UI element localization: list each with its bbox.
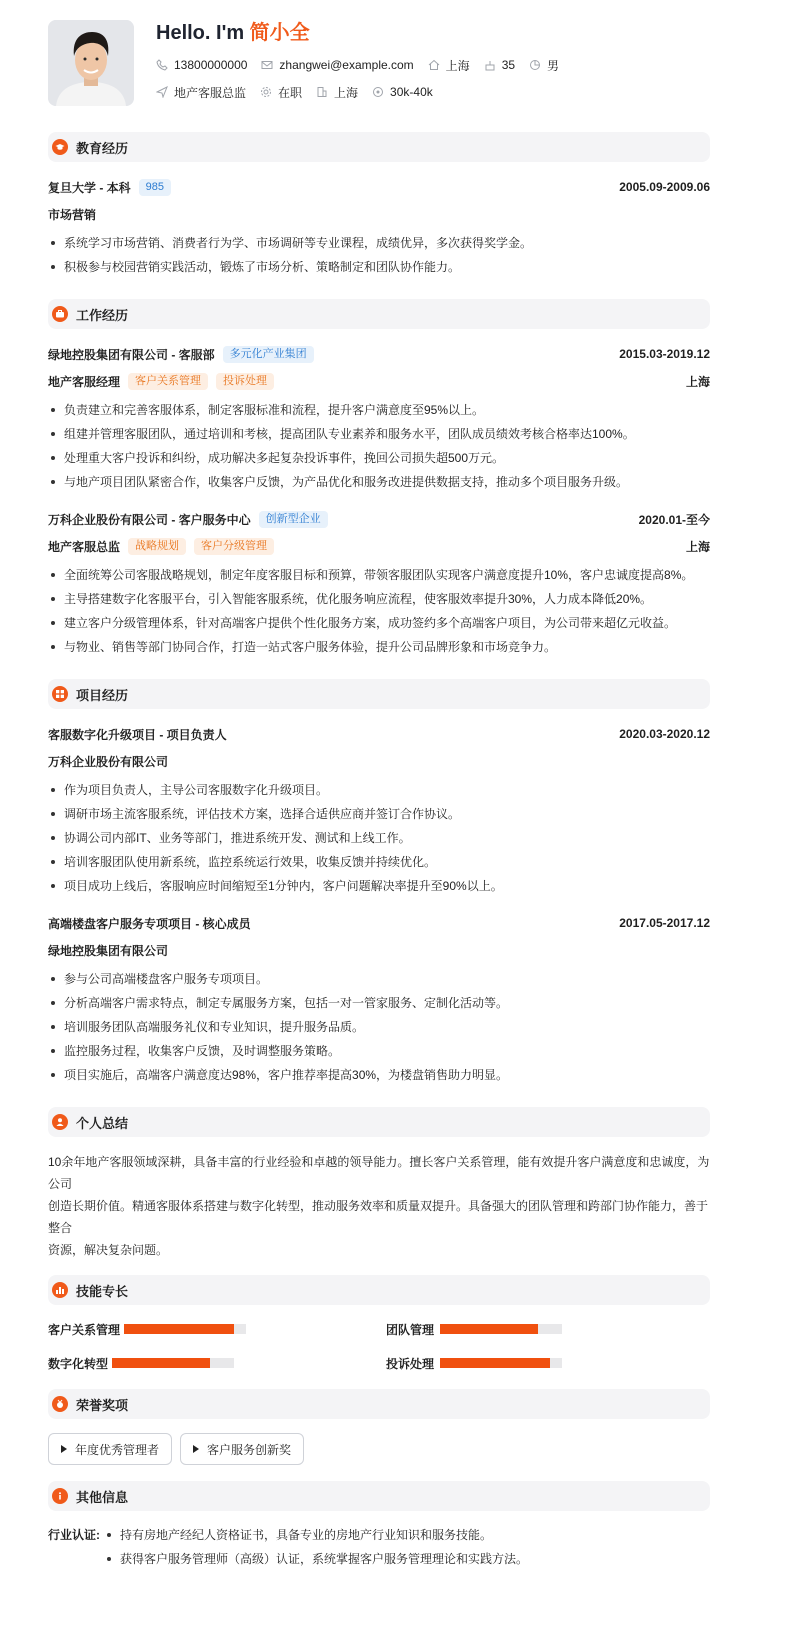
section-skills xyxy=(48,1275,710,1305)
email-value: zhangwei@example.com xyxy=(279,58,414,72)
skill-tag: 战略规划 xyxy=(128,538,186,555)
skill-bar xyxy=(440,1324,562,1334)
summary-text xyxy=(48,1151,710,1261)
greeting-text: Hello. I'm xyxy=(156,22,250,44)
phone-icon xyxy=(156,59,168,71)
resume-header xyxy=(48,20,710,112)
education-period: 2005.09-2009.06 xyxy=(619,180,710,194)
age-value: 35 xyxy=(501,58,516,72)
phone-value: 13800000000 xyxy=(174,58,248,72)
project-period: 2017.05-2017.12 xyxy=(619,916,710,930)
list-item: 协调公司内部IT、业务等部门，推进系统开发、测试和上线工作。 xyxy=(48,826,710,850)
list-item: 组建并管理客服团队，通过培训和考核，提高团队专业素养和服务水平，团队成员绩效考核合格率达100%。 xyxy=(48,422,710,446)
school-name: 复旦大学 - 本科 xyxy=(48,180,131,195)
award-label: 客户服务创新奖 xyxy=(207,1442,292,1457)
cake-icon xyxy=(484,59,496,71)
section-other xyxy=(48,1481,710,1511)
skill-item xyxy=(48,1319,386,1339)
section-title: 项目经历 xyxy=(76,687,129,703)
salary-icon xyxy=(372,86,384,98)
skill-bar xyxy=(112,1358,234,1368)
skill-tag: 客户分级管理 xyxy=(194,538,274,555)
avatar xyxy=(48,20,134,106)
awards-list xyxy=(48,1433,710,1465)
list-item: 积极参与校园营销实践活动，锻炼了市场分析、策略制定和团队协作能力。 xyxy=(48,255,710,279)
list-item: 项目成功上线后，客服响应时间缩短至1分钟内，客户问题解决率提升至90%以上。 xyxy=(48,874,710,898)
info-icon xyxy=(52,1488,68,1504)
person-photo-icon xyxy=(48,20,134,106)
gear-icon xyxy=(260,86,272,98)
gender-icon xyxy=(529,59,541,71)
work-entry xyxy=(48,510,710,659)
list-item: 培训客服团队使用新系统，监控系统运行效果，收集反馈并持续优化。 xyxy=(48,850,710,874)
grid-icon xyxy=(52,686,68,702)
work-period: 2020.01-至今 xyxy=(638,512,710,527)
list-item: 主导搭建数字化客服平台，引入智能客服系统，优化服务响应流程，使客服效率提升30%，人力成本降低20%。 xyxy=(48,587,710,611)
section-education xyxy=(48,132,710,162)
skill-item xyxy=(48,1353,386,1373)
list-item: 与地产项目团队紧密合作，收集客户反馈，为产品优化和服务改进提供数据支持，推动多个项目服务升级。 xyxy=(48,470,710,494)
city-value: 上海 xyxy=(445,58,470,73)
skill-tag: 投诉处理 xyxy=(216,373,274,390)
greeting-title xyxy=(156,20,710,46)
list-item: 参与公司高端楼盘客户服务专项项目。 xyxy=(48,967,710,991)
other-info xyxy=(48,1523,710,1571)
summary-line: 创造长期价值。精通客服体系搭建与数字化转型，推动服务效率和质量双提升。具备强大的团队管理和跨部门协作能力，善于整合 xyxy=(48,1199,709,1235)
work-location: 上海 xyxy=(685,539,710,554)
section-title: 技能专长 xyxy=(76,1283,129,1299)
skill-bar-fill xyxy=(124,1324,234,1334)
play-icon xyxy=(193,1445,199,1453)
gender-value: 男 xyxy=(547,58,560,73)
list-item: 作为项目负责人，主导公司客服数字化升级项目。 xyxy=(48,778,710,802)
list-item: 获得客户服务管理师（高级）认证，系统掌握客户服务管理理论和实践方法。 xyxy=(104,1547,528,1571)
company-name: 绿地控股集团有限公司 - 客服部 xyxy=(48,347,215,362)
section-title: 工作经历 xyxy=(76,307,129,323)
list-item: 培训服务团队高端服务礼仪和专业知识，提升服务品质。 xyxy=(48,1015,710,1039)
skill-bar xyxy=(440,1358,562,1368)
project-entry xyxy=(48,725,710,898)
briefcase-icon xyxy=(52,306,68,322)
school-tag: 985 xyxy=(139,179,171,196)
skill-item xyxy=(386,1353,710,1373)
position: 地产客服总监 xyxy=(48,539,121,554)
skill-name: 数字化转型 xyxy=(48,1356,109,1371)
work-location: 上海 xyxy=(685,374,710,389)
project-org: 万科企业股份有限公司 xyxy=(48,754,169,769)
target-city-value: 上海 xyxy=(334,85,359,100)
skill-bar-fill xyxy=(112,1358,210,1368)
skills-grid xyxy=(48,1319,710,1373)
project-name: 高端楼盘客户服务专项项目 - 核心成员 xyxy=(48,916,251,931)
project-name: 客服数字化升级项目 - 项目负责人 xyxy=(48,727,227,742)
company-tag: 创新型企业 xyxy=(259,511,328,528)
list-item: 调研市场主流客服系统，评估技术方案，选择合适供应商并签订合作协议。 xyxy=(48,802,710,826)
skill-bar-fill xyxy=(440,1358,550,1368)
list-item: 监控服务过程，收集客户反馈，及时调整服务策略。 xyxy=(48,1039,710,1063)
company-tag: 多元化产业集团 xyxy=(223,346,314,363)
skill-name: 投诉处理 xyxy=(386,1356,435,1371)
list-item: 全面统筹公司客服战略规划，制定年度客服目标和预算，带领客服团队实现客户满意度提升10%，客户忠诚度提高8%。 xyxy=(48,563,710,587)
skill-item xyxy=(386,1319,710,1339)
skill-tag: 客户关系管理 xyxy=(128,373,208,390)
section-title: 教育经历 xyxy=(76,140,129,156)
send-icon xyxy=(156,86,168,98)
list-item: 项目实施后，高端客户满意度达98%，客户推荐率提高30%，为楼盘销售助力明显。 xyxy=(48,1063,710,1087)
building-icon xyxy=(316,86,328,98)
award-item xyxy=(180,1433,304,1465)
project-org: 绿地控股集团有限公司 xyxy=(48,943,169,958)
list-item: 系统学习市场营销、消费者行为学、市场调研等专业课程，成绩优异，多次获得奖学金。 xyxy=(48,231,710,255)
skill-bar xyxy=(124,1324,246,1334)
play-icon xyxy=(61,1445,67,1453)
graduation-cap-icon xyxy=(52,139,68,155)
salary-value: 30k-40k xyxy=(390,85,433,99)
section-awards xyxy=(48,1389,710,1419)
award-item xyxy=(48,1433,172,1465)
skill-bar-fill xyxy=(440,1324,538,1334)
job-value: 地产客服总监 xyxy=(174,85,247,100)
list-item: 负责建立和完善客服体系，制定客服标准和流程，提升客户满意度至95%以上。 xyxy=(48,398,710,422)
work-period: 2015.03-2019.12 xyxy=(619,347,710,361)
section-work xyxy=(48,299,710,329)
position: 地产客服经理 xyxy=(48,374,121,389)
section-summary xyxy=(48,1107,710,1137)
status-value: 在职 xyxy=(278,85,303,100)
section-title: 其他信息 xyxy=(76,1489,129,1505)
medal-icon xyxy=(52,1396,68,1412)
education-entry xyxy=(48,178,710,279)
award-label: 年度优秀管理者 xyxy=(75,1442,160,1457)
home-icon xyxy=(428,59,440,71)
list-item: 与物业、销售等部门协同合作，打造一站式客户服务体验，提升公司品牌形象和市场竞争力。 xyxy=(48,635,710,659)
section-title: 荣誉奖项 xyxy=(76,1397,129,1413)
list-item: 处理重大客户投诉和纠纷，成功解决多起复杂投诉事件，挽回公司损失超500万元。 xyxy=(48,446,710,470)
section-projects xyxy=(48,679,710,709)
list-item: 分析高端客户需求特点，制定专属服务方案，包括一对一管家服务、定制化活动等。 xyxy=(48,991,710,1015)
skill-name: 客户关系管理 xyxy=(48,1322,121,1337)
email-icon xyxy=(261,59,273,71)
list-item: 建立客户分级管理体系，针对高端客户提供个性化服务方案，成功签约多个高端客户项目，为公司带来超亿元收益。 xyxy=(48,611,710,635)
project-entry xyxy=(48,914,710,1087)
work-entry xyxy=(48,345,710,494)
user-icon xyxy=(52,1114,68,1130)
candidate-name: 简小全 xyxy=(249,22,310,44)
company-name: 万科企业股份有限公司 - 客户服务中心 xyxy=(48,512,251,527)
list-item: 持有房地产经纪人资格证书，具备专业的房地产行业知识和服务技能。 xyxy=(104,1523,528,1547)
section-title: 个人总结 xyxy=(76,1115,129,1131)
project-period: 2020.03-2020.12 xyxy=(619,727,710,741)
chart-icon xyxy=(52,1282,68,1298)
major: 市场营销 xyxy=(48,207,97,222)
summary-line: 10余年地产客服领域深耕，具备丰富的行业经验和卓越的领导能力。擅长客户关系管理，能有效提升客户满意度和忠诚度，为公司 xyxy=(48,1155,710,1191)
skill-name: 团队管理 xyxy=(386,1322,435,1337)
summary-line: 资源，解决复杂问题。 xyxy=(48,1243,169,1257)
other-label: 行业认证: xyxy=(48,1528,100,1542)
